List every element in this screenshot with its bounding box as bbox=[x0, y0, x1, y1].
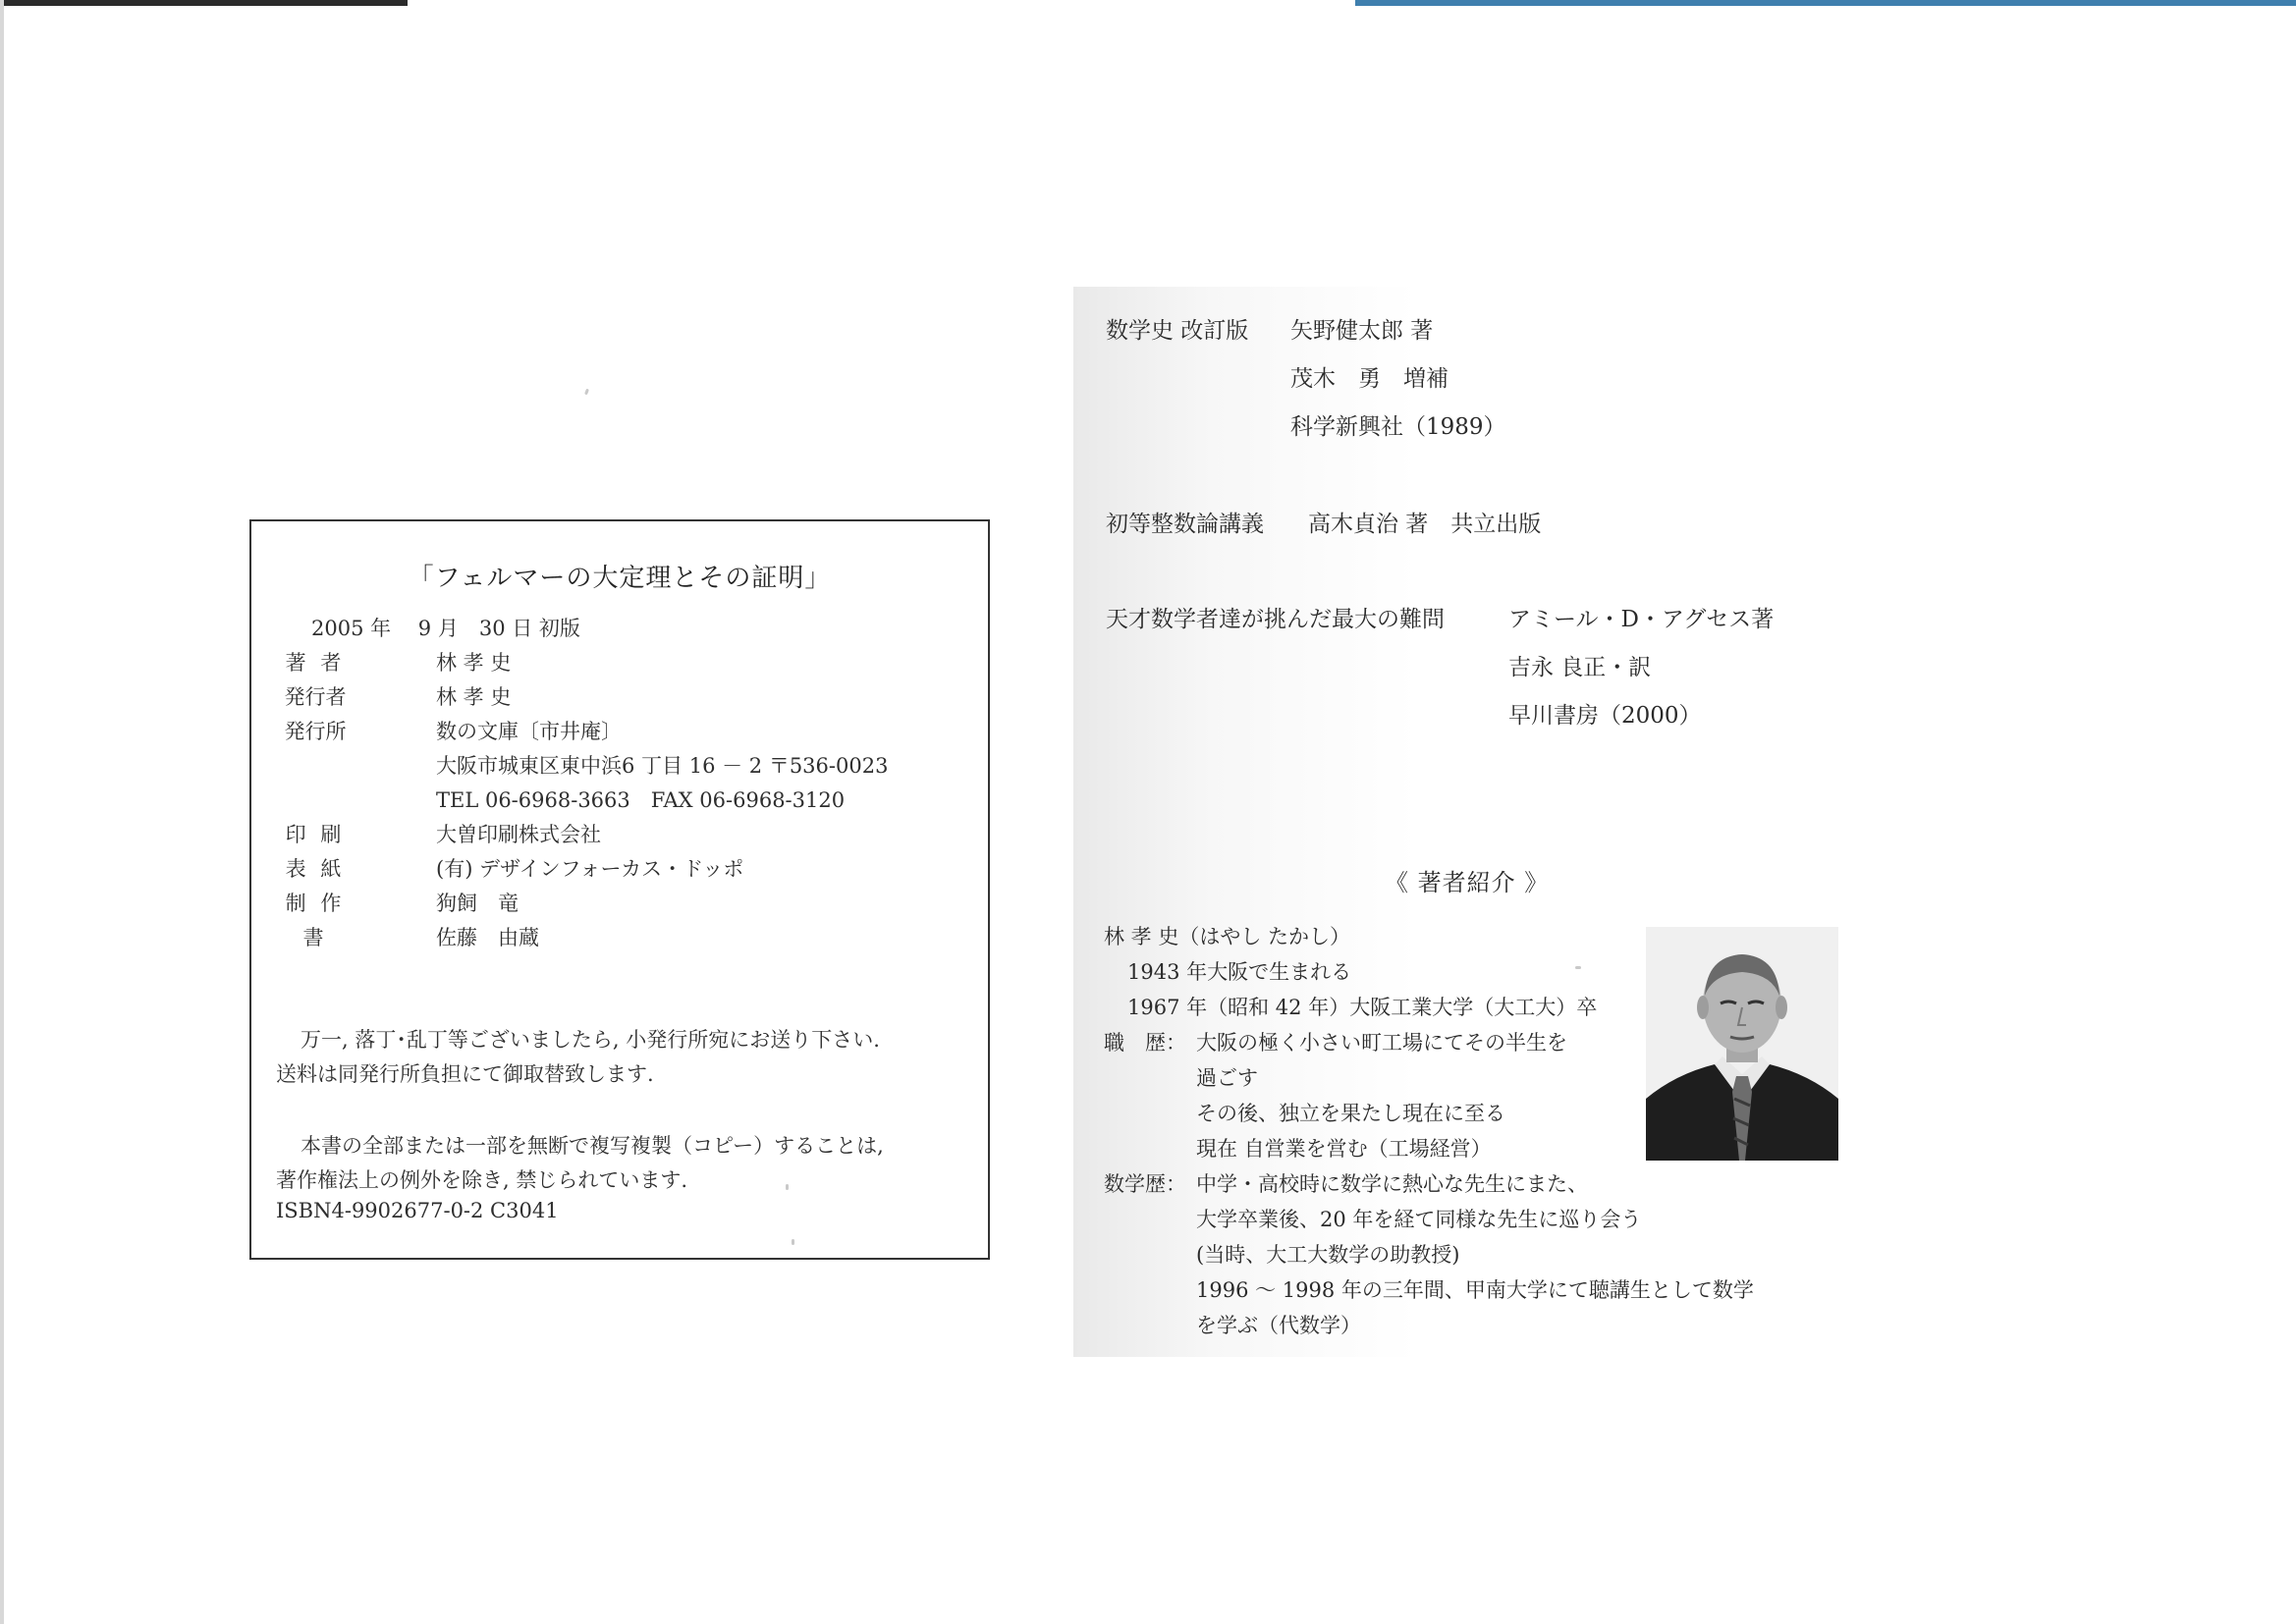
colophon-label: 表 紙 bbox=[285, 857, 346, 881]
colophon-value: 数の文庫〔市井庵〕 bbox=[436, 720, 622, 743]
reference-title: 天才数学者達が挑んだ最大の難問 bbox=[1106, 607, 1445, 632]
reference-line: 茂木 勇 増補 bbox=[1290, 366, 1449, 392]
isbn: ISBN4-9902677-0-2 C3041 bbox=[276, 1199, 559, 1222]
copyright-line: 著作権法上の例外を除き, 禁じられています. bbox=[276, 1168, 688, 1192]
author-born: 1943 年大阪で生まれる bbox=[1127, 960, 1352, 984]
scan-edge-top-right bbox=[1355, 0, 2296, 6]
author-graduated: 1967 年（昭和 42 年）大阪工業大学（大工大）卒 bbox=[1127, 996, 1598, 1019]
author-portrait bbox=[1646, 927, 1838, 1161]
colophon-value: 林 孝 史 bbox=[436, 651, 512, 675]
career-line: 現在 自営業を営む（工場経営） bbox=[1196, 1137, 1492, 1161]
reference-line: 吉永 良正・訳 bbox=[1508, 655, 1652, 680]
reference-line: 早川書房（2000） bbox=[1508, 703, 1702, 729]
colophon-phone: TEL 06-6968-3663 FAX 06-6968-3120 bbox=[436, 788, 846, 812]
author-name: 林 孝 史（はやし たかし） bbox=[1104, 925, 1351, 948]
notice-line: 送料は同発行所負担にて御取替致します. bbox=[276, 1062, 654, 1086]
colophon-value: 林 孝 史 bbox=[436, 685, 512, 709]
math-history-label: 数学歴： bbox=[1104, 1172, 1186, 1196]
reference-line: 科学新興社（1989） bbox=[1290, 414, 1506, 440]
reference-line: 高木貞治 著 共立出版 bbox=[1308, 512, 1542, 537]
math-history-line: (当時、大工大数学の助教授) bbox=[1196, 1243, 1460, 1267]
colophon-value: (有) デザインフォーカス・ドッポ bbox=[436, 857, 744, 881]
notice-line: 万一, 落丁･乱丁等ございましたら, 小発行所宛にお送り下さい. bbox=[301, 1028, 880, 1052]
colophon-box bbox=[249, 519, 990, 1260]
colophon-label: 印 刷 bbox=[285, 823, 346, 846]
reference-line: アミール・D・アグセス著 bbox=[1508, 607, 1775, 632]
reference-title: 数学史 改訂版 bbox=[1106, 318, 1249, 344]
colophon-address: 大阪市城東区東中浜6 丁目 16 － 2 〒536-0023 bbox=[436, 754, 889, 778]
copyright-line: 本書の全部または一部を無断で複写複製（コピー）することは, bbox=[301, 1134, 884, 1158]
book-title: 「フェルマーの大定理とその証明」 bbox=[408, 564, 832, 593]
portrait-image bbox=[1646, 927, 1838, 1161]
colophon-label: 書 bbox=[302, 926, 328, 949]
author-heading: 《 著者紹介 》 bbox=[1385, 869, 1550, 896]
scan-edge-top-left bbox=[0, 0, 408, 6]
edition-date: 2005 年 9 月 30 日 初版 bbox=[311, 617, 580, 640]
scan-speck bbox=[1575, 966, 1581, 969]
colophon-label: 著 者 bbox=[285, 651, 346, 675]
career-label: 職 歴： bbox=[1104, 1031, 1186, 1055]
colophon-value: 佐藤 由蔵 bbox=[436, 926, 539, 949]
math-history-line: 1996 ～ 1998 年の三年間、甲南大学にて聴講生として数学 bbox=[1196, 1278, 1754, 1302]
math-history-line: 中学・高校時に数学に熱心な先生にまた、 bbox=[1196, 1172, 1588, 1196]
career-line: 過ごす bbox=[1196, 1066, 1258, 1090]
math-history-line: を学ぶ（代数学） bbox=[1196, 1314, 1361, 1337]
reference-title: 初等整数論講義 bbox=[1106, 512, 1264, 537]
math-history-line: 大学卒業後、20 年を経て同様な先生に巡り会う bbox=[1196, 1208, 1642, 1231]
colophon-value: 大曽印刷株式会社 bbox=[436, 823, 601, 846]
colophon-label: 発行所 bbox=[284, 720, 347, 743]
scan-edge-left bbox=[0, 0, 4, 1624]
reference-line: 矢野健太郎 著 bbox=[1290, 318, 1434, 344]
career-line: その後、独立を果たし現在に至る bbox=[1196, 1102, 1505, 1125]
colophon-value: 狗飼 竜 bbox=[436, 892, 519, 915]
colophon-label: 制 作 bbox=[285, 892, 346, 915]
career-line: 大阪の極く小さい町工場にてその半生を bbox=[1196, 1031, 1567, 1055]
colophon-label: 発行者 bbox=[284, 685, 347, 709]
scan-speck bbox=[584, 389, 589, 396]
